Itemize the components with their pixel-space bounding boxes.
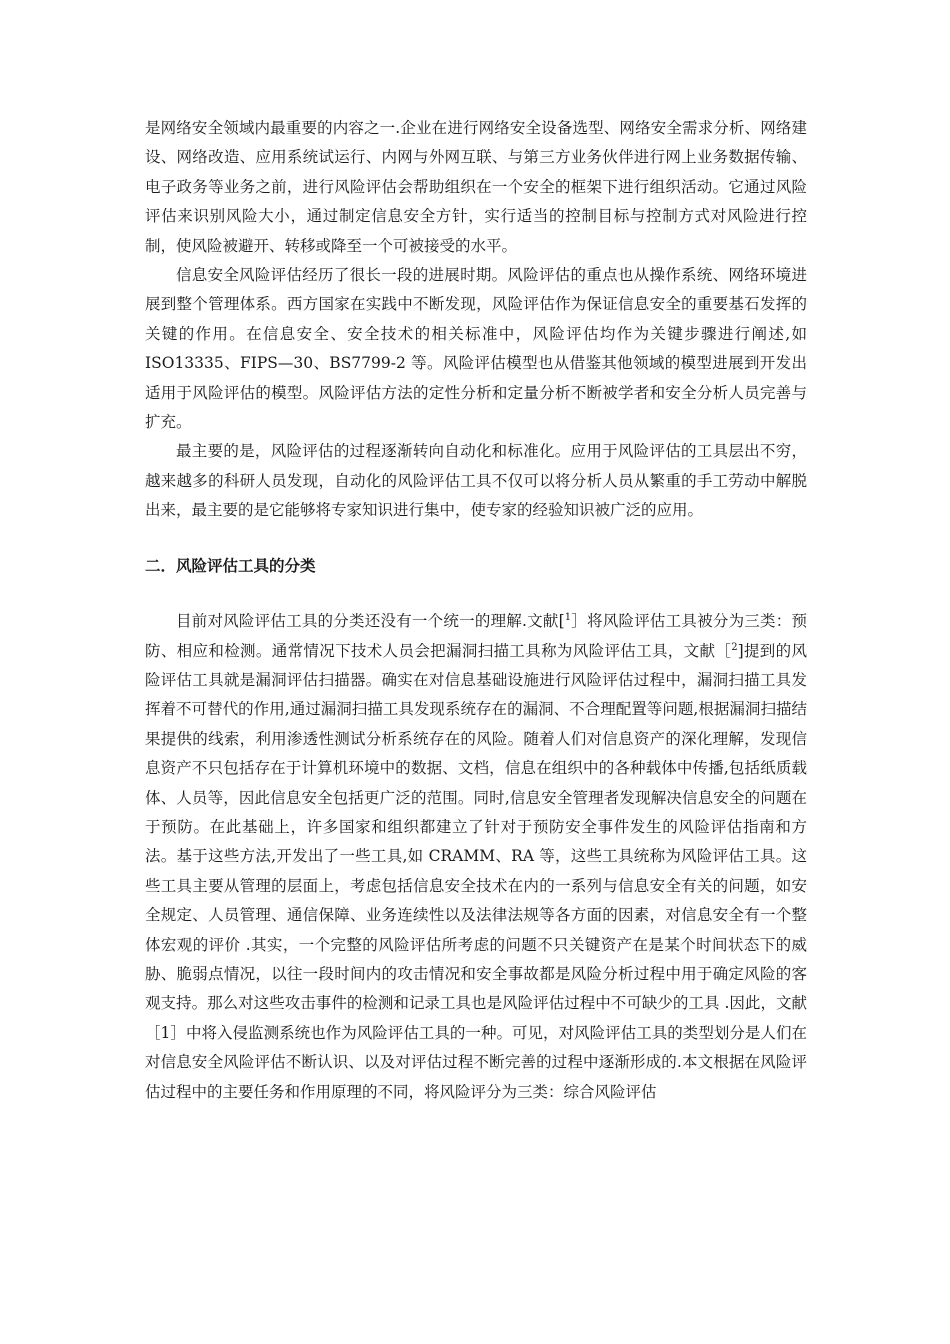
paragraph-development-history: 信息安全风险评估经历了很长一段的进展时期。风险评估的重点也从操作系统、网络环境进展到整个管理体系。西方国家在实践中不断发现，风险评估作为保证信息安全的重要基石发挥的关键的作用。在信息安全、安全技术的相关标准中，风险评估均作为关键步骤进行阐述,如 ISO13335、FIPS—30、BS7799-2 等。风险评估模型也从借鉴其他领域的模型进展到开发出适用于风险评估的模型。风险评估方法的定性分析和定量分析不断被学者和安全分析人员完善与扩充。	[145, 266, 807, 432]
paragraph-tool-classification	[145, 607, 807, 1107]
section-heading: 二．风险评估工具的分类	[145, 556, 316, 575]
paragraph-text-part1: 目前对风险评估工具的分类还没有一个统一的理解.文献[	[176, 612, 565, 631]
paragraph-text-part3: ]提到的风险评估工具就是漏洞评估扫描器。确实在对信息基础设施进行风险评估过程中，漏洞扫描工具发挥着不可替代的作用,通过漏洞扫描工具发现系统存在的漏洞、不合理配置等问题,根据漏洞扫描结果提供的线索，利用渗透性测试分析系统存在的风险。随着人们对信息资产的深化理解，发现信息资产不只包括存在于计算机环境中的数据、文档，信息在组织中的各种载体中传播,包括纸质载体、人员等，因此信息安全包括更广泛的范围。同时,信息安全管理者发现解决信息安全的问题在于预防。在此基础上，许多国家和组织都建立了针对于预防安全事件发生的风险评估指南和方法。基于这些方法,开发出了一些工具,如 CRAMM、RA 等，这些工具统称为风险评估工具。这些工具主要从管理的层面上，考虑包括信息安全技术在内的一系列与信息安全有关的问题，如安全规定、人员管理、通信保障、业务连续性以及法律法规等各方面的因素，对信息安全有一个整体宏观的评价 .其实，一个完整的风险评估所考虑的问题不只关键资产在是某个时间状态下的威胁、脆弱点情况，以往一段时间内的攻击情况和安全事故都是风险分析过程中用于确定风险的客观支持。那么对这些攻击事件的检测和记录工具也是风险评估过程中不可缺少的工具 .因此，文献［1］中将入侵监测系统也作为风险评估工具的一种。可见，对风险评估工具的类型划分是人们在对信息安全风险评估不断认识、以及对评估过程不断完善的过程中逐渐形成的.本文根据在风险评估过程中的主要任务和作用原理的不同，将风险评分为三类：综合风险评估	[145, 641, 807, 1101]
document-body	[145, 114, 807, 1107]
paragraph-text-part2: ］将风险评估工具被分为三类：预防、相应和检测。通常情况下技术人员会把漏洞扫描工具称为风险评估工具，文献［	[145, 612, 807, 660]
paragraph-automation: 最主要的是，风险评估的过程逐渐转向自动化和标准化。应用于风险评估的工具层出不穷，越来越多的科研人员发现，自动化的风险评估工具不仅可以将分析人员从繁重的手工劳动中解脱出来，最主要的是它能够将专家知识进行集中，使专家的经验知识被广泛的应用。	[145, 442, 807, 520]
reference-1: 1	[564, 611, 572, 623]
paragraph-intro-continued: 是网络安全领域内最重要的内容之一.企业在进行网络安全设备选型、网络安全需求分析、网络建设、网络改造、应用系统试运行、内网与外网互联、与第三方业务伙伴进行网上业务数据传输、电子政务等业务之前，进行风险评估会帮助组织在一个安全的框架下进行组织活动。它通过风险评估来识别风险大小，通过制定信息安全方针，实行适当的控制目标与控制方式对风险进行控制，使风险被避开、转移或降至一个可被接受的水平。	[145, 119, 807, 255]
reference-2: 2	[731, 641, 738, 653]
